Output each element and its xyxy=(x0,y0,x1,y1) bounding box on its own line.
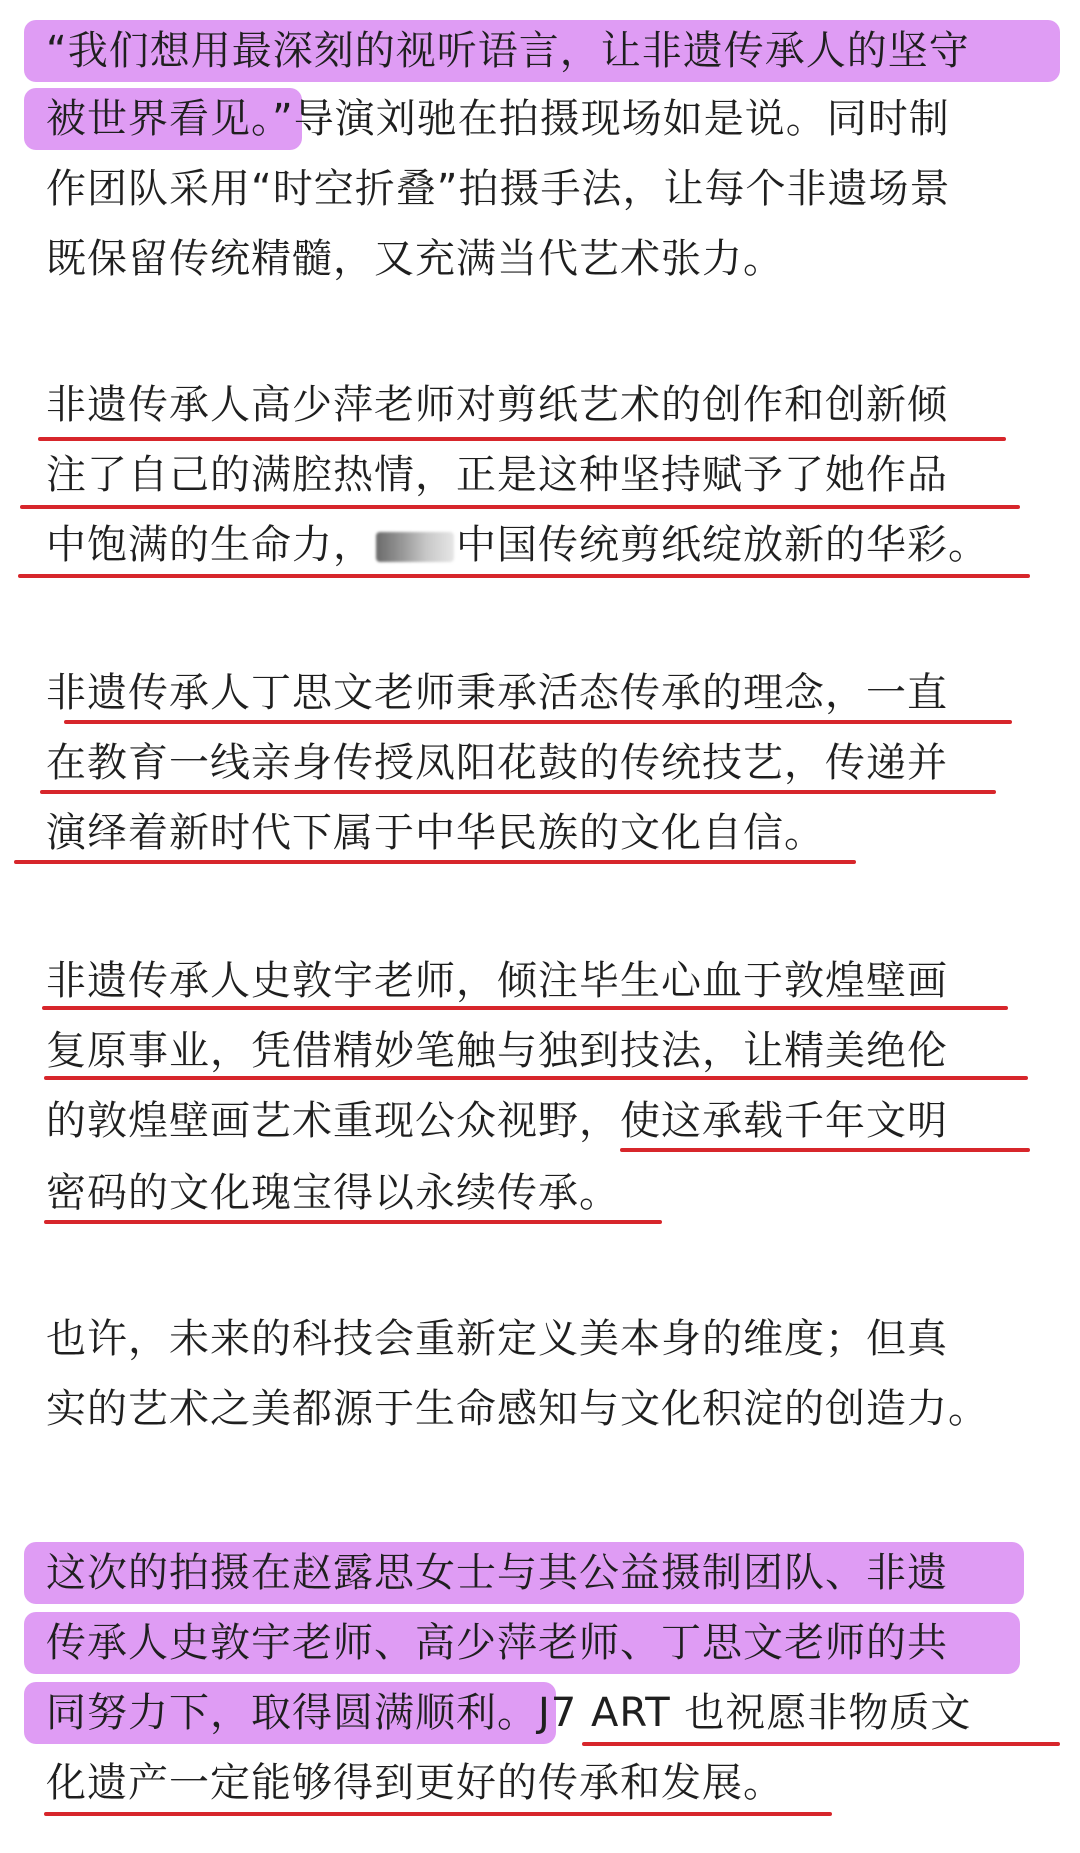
paragraph-4-line-1: 非遗传承人史敦宇老师，倾注毕生心血于敦煌壁画 xyxy=(46,958,948,1004)
paragraph-1-line-2: 被世界看见。”导演刘驰在拍摄现场如是说。同时制 xyxy=(46,96,950,142)
paragraph-4-line-3: 的敦煌壁画艺术重现公众视野，使这承载千年文明 xyxy=(46,1098,948,1144)
underline-mark xyxy=(14,860,856,864)
paragraph-3-line-3: 演绎着新时代下属于中华民族的文化自信。 xyxy=(46,810,825,856)
paragraph-4-line-2: 复原事业，凭借精妙笔触与独到技法，让精美绝伦 xyxy=(46,1028,948,1074)
paragraph-6-line-3: 同努力下，取得圆满顺利。J7 ART 也祝愿非物质文 xyxy=(46,1690,972,1736)
underline-mark xyxy=(44,1220,662,1224)
underline-mark xyxy=(38,437,1006,441)
underline-mark xyxy=(40,790,996,794)
paragraph-1-line-4: 既保留传统精髓，又充满当代艺术张力。 xyxy=(46,236,784,282)
underline-mark xyxy=(620,1148,1030,1152)
paragraph-2-line-1: 非遗传承人高少萍老师对剪纸艺术的创作和创新倾 xyxy=(46,382,948,428)
underline-mark xyxy=(64,720,1012,724)
redacted-blur xyxy=(376,532,454,562)
paragraph-2-line-3-start: 中饱满的生命力， xyxy=(46,522,374,568)
paragraph-5-line-1: 也许，未来的科技会重新定义美本身的维度；但真 xyxy=(46,1316,948,1362)
paragraph-3-line-2: 在教育一线亲身传授凤阳花鼓的传统技艺，传递并 xyxy=(46,740,948,786)
paragraph-6-line-2: 传承人史敦宇老师、高少萍老师、丁思文老师的共 xyxy=(46,1620,948,1666)
underline-mark xyxy=(42,1006,1008,1010)
underline-mark xyxy=(582,1742,1060,1746)
underline-mark xyxy=(20,505,1020,509)
paragraph-2-line-2: 注了自己的满腔热情，正是这种坚持赋予了她作品 xyxy=(46,452,948,498)
paragraph-4-line-4: 密码的文化瑰宝得以永续传承。 xyxy=(46,1170,620,1216)
underline-mark xyxy=(44,1812,832,1816)
paragraph-1-line-1: “我们想用最深刻的视听语言，让非遗传承人的坚守 xyxy=(46,28,970,74)
paragraph-2-line-3-end: 中国传统剪纸绽放新的华彩。 xyxy=(456,522,989,568)
paragraph-6-line-4: 化遗产一定能够得到更好的传承和发展。 xyxy=(46,1760,784,1806)
underline-mark xyxy=(44,1076,1028,1080)
paragraph-5-line-2: 实的艺术之美都源于生命感知与文化积淀的创造力。 xyxy=(46,1386,989,1432)
paragraph-6-line-1: 这次的拍摄在赵露思女士与其公益摄制团队、非遗 xyxy=(46,1550,948,1596)
paragraph-3-line-1: 非遗传承人丁思文老师秉承活态传承的理念，一直 xyxy=(46,670,948,716)
underline-mark xyxy=(18,574,1030,578)
paragraph-2-line-3 xyxy=(46,516,989,574)
paragraph-1-line-3: 作团队采用“时空折叠”拍摄手法，让每个非遗场景 xyxy=(46,166,951,212)
